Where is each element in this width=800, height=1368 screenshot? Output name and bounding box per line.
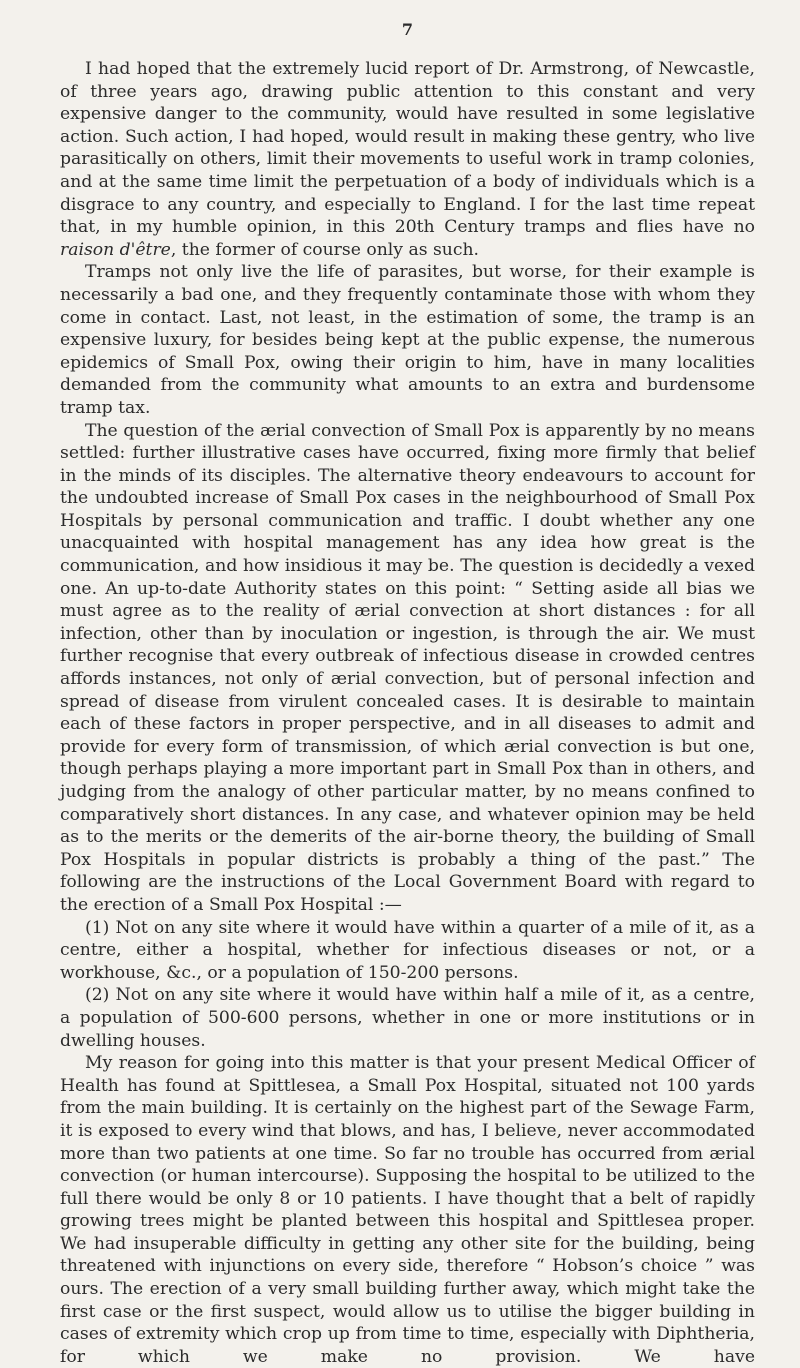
- body-text: [60, 58, 755, 1368]
- document-page: [60, 20, 755, 1368]
- paragraph-text: I had hoped that the extremely lucid report of Dr. Armstrong, of Newcastle, of three years ago, drawing public attention to this constant and very expensive danger to the community, would have resulted in some legislative action. Such action, I had hoped, would result in making these gentry, who live parasitically on others, limit their movements to useful work in tramp colonies, and at the same time limit the perpetuation of a body of individuals which is a disgrace to any country, and especially to England. I for the last time repeat that, in my humble opinion, in this 20th Century tramps and flies have no: [60, 59, 755, 238]
- paragraph-spittlesea-hospital: My reason for going into this matter is that your present Medical Officer of Health has found at Spittlesea, a Small Pox Hospital, situated not 100 yards from the main building. It is certainly on the highest part of the Sewage Farm, it is exposed to every wind that blows, and has, I believe, never accommodated more than two patients at one time. So far no trouble has occurred from ærial convection (or human intercourse). Supposing the hospital to be utilized to the full there would be only 8 or 10 patients. I have thought that a belt of rapidly growing trees might be planted between this hospital and Spittlesea proper. We had insuperable difficulty in getting any other site for the building, being threatened with injunctions on every side, therefore “ Hobson’s choice ” was ours. The erection of a very small building further away, which might take the first case or the first suspect, would allow us to utilise the bigger building in cases of extremity which crop up from time to time, especially with Diphtheria, for which we make no provision. We have: [60, 1053, 755, 1367]
- paragraph-tramp-parasites: Tramps not only live the life of parasites, but worse, for their example is necessarily a bad one, and they frequently contaminate those with whom they come in contact. Last, not least, in the estimation of some, the tramp is an expensive luxury, for besides being kept at the public expense, the numerous epidemics of Small Pox, owing their origin to him, have in many localities demanded from the community what amounts to an extra and burdensome tramp tax.: [60, 262, 755, 418]
- paragraph-aerial-convection: The question of the ærial convection of Small Pox is apparently by no means settled: further illustrative cases have occurred, fixing more firmly that belief in the minds of its disciples. The alternative theory endeavours to account for the undoubted increase of Small Pox cases in the neighbourhood of Small Pox Hospitals by personal communication and traffic. I doubt whether any one unacquainted with hospital management has any idea how great is the communication, and how insidious it may be. The question is decidedly a vexed one. An up-to-date Authority states on this point: “ Setting aside all bias we must agree as to the reality of ærial convection at short distances : for all infection, other than by inoculation or ingestion, is through the air. We must further recognise that every outbreak of infectious disease in crowded centres affords instances, not only of ærial convection, but of personal infection and spread of disease from virulent concealed cases. It is desirable to maintain each of these factors in proper perspective, and in all diseases to admit and provide for every form of transmission, of which ærial convection is but one, though perhaps playing a more important part in Small Pox than in others, and judging from the analogy of other particular matter, by no means confined to comparatively short distances. In any case, and whatever opinion may be held as to the merits or the demerits of the air-borne theory, the building of Small Pox Hospitals in popular districts is probably a thing of the past.” The following are the instructions of the Local Government Board with regard to the erection of a Small Pox Hospital :—: [60, 420, 755, 915]
- page-number: 7: [401, 20, 414, 39]
- instruction-item-1: (1) Not on any site where it would have within a quarter of a mile of it, as a centre, either a hospital, whether for infectious diseases or not, or a workhouse, &c., or a population of 150-200 persons.: [60, 917, 755, 983]
- italic-phrase: raison d'être: [60, 239, 171, 260]
- instruction-item-2: (2) Not on any site where it would have within half a mile of it, as a centre, a population of 500-600 persons, whether in one or more institutions or in dwelling houses.: [60, 985, 755, 1051]
- paragraph-tramp-legislation: [60, 58, 755, 261]
- paragraph-text: , the former of course only as such.: [170, 239, 480, 260]
